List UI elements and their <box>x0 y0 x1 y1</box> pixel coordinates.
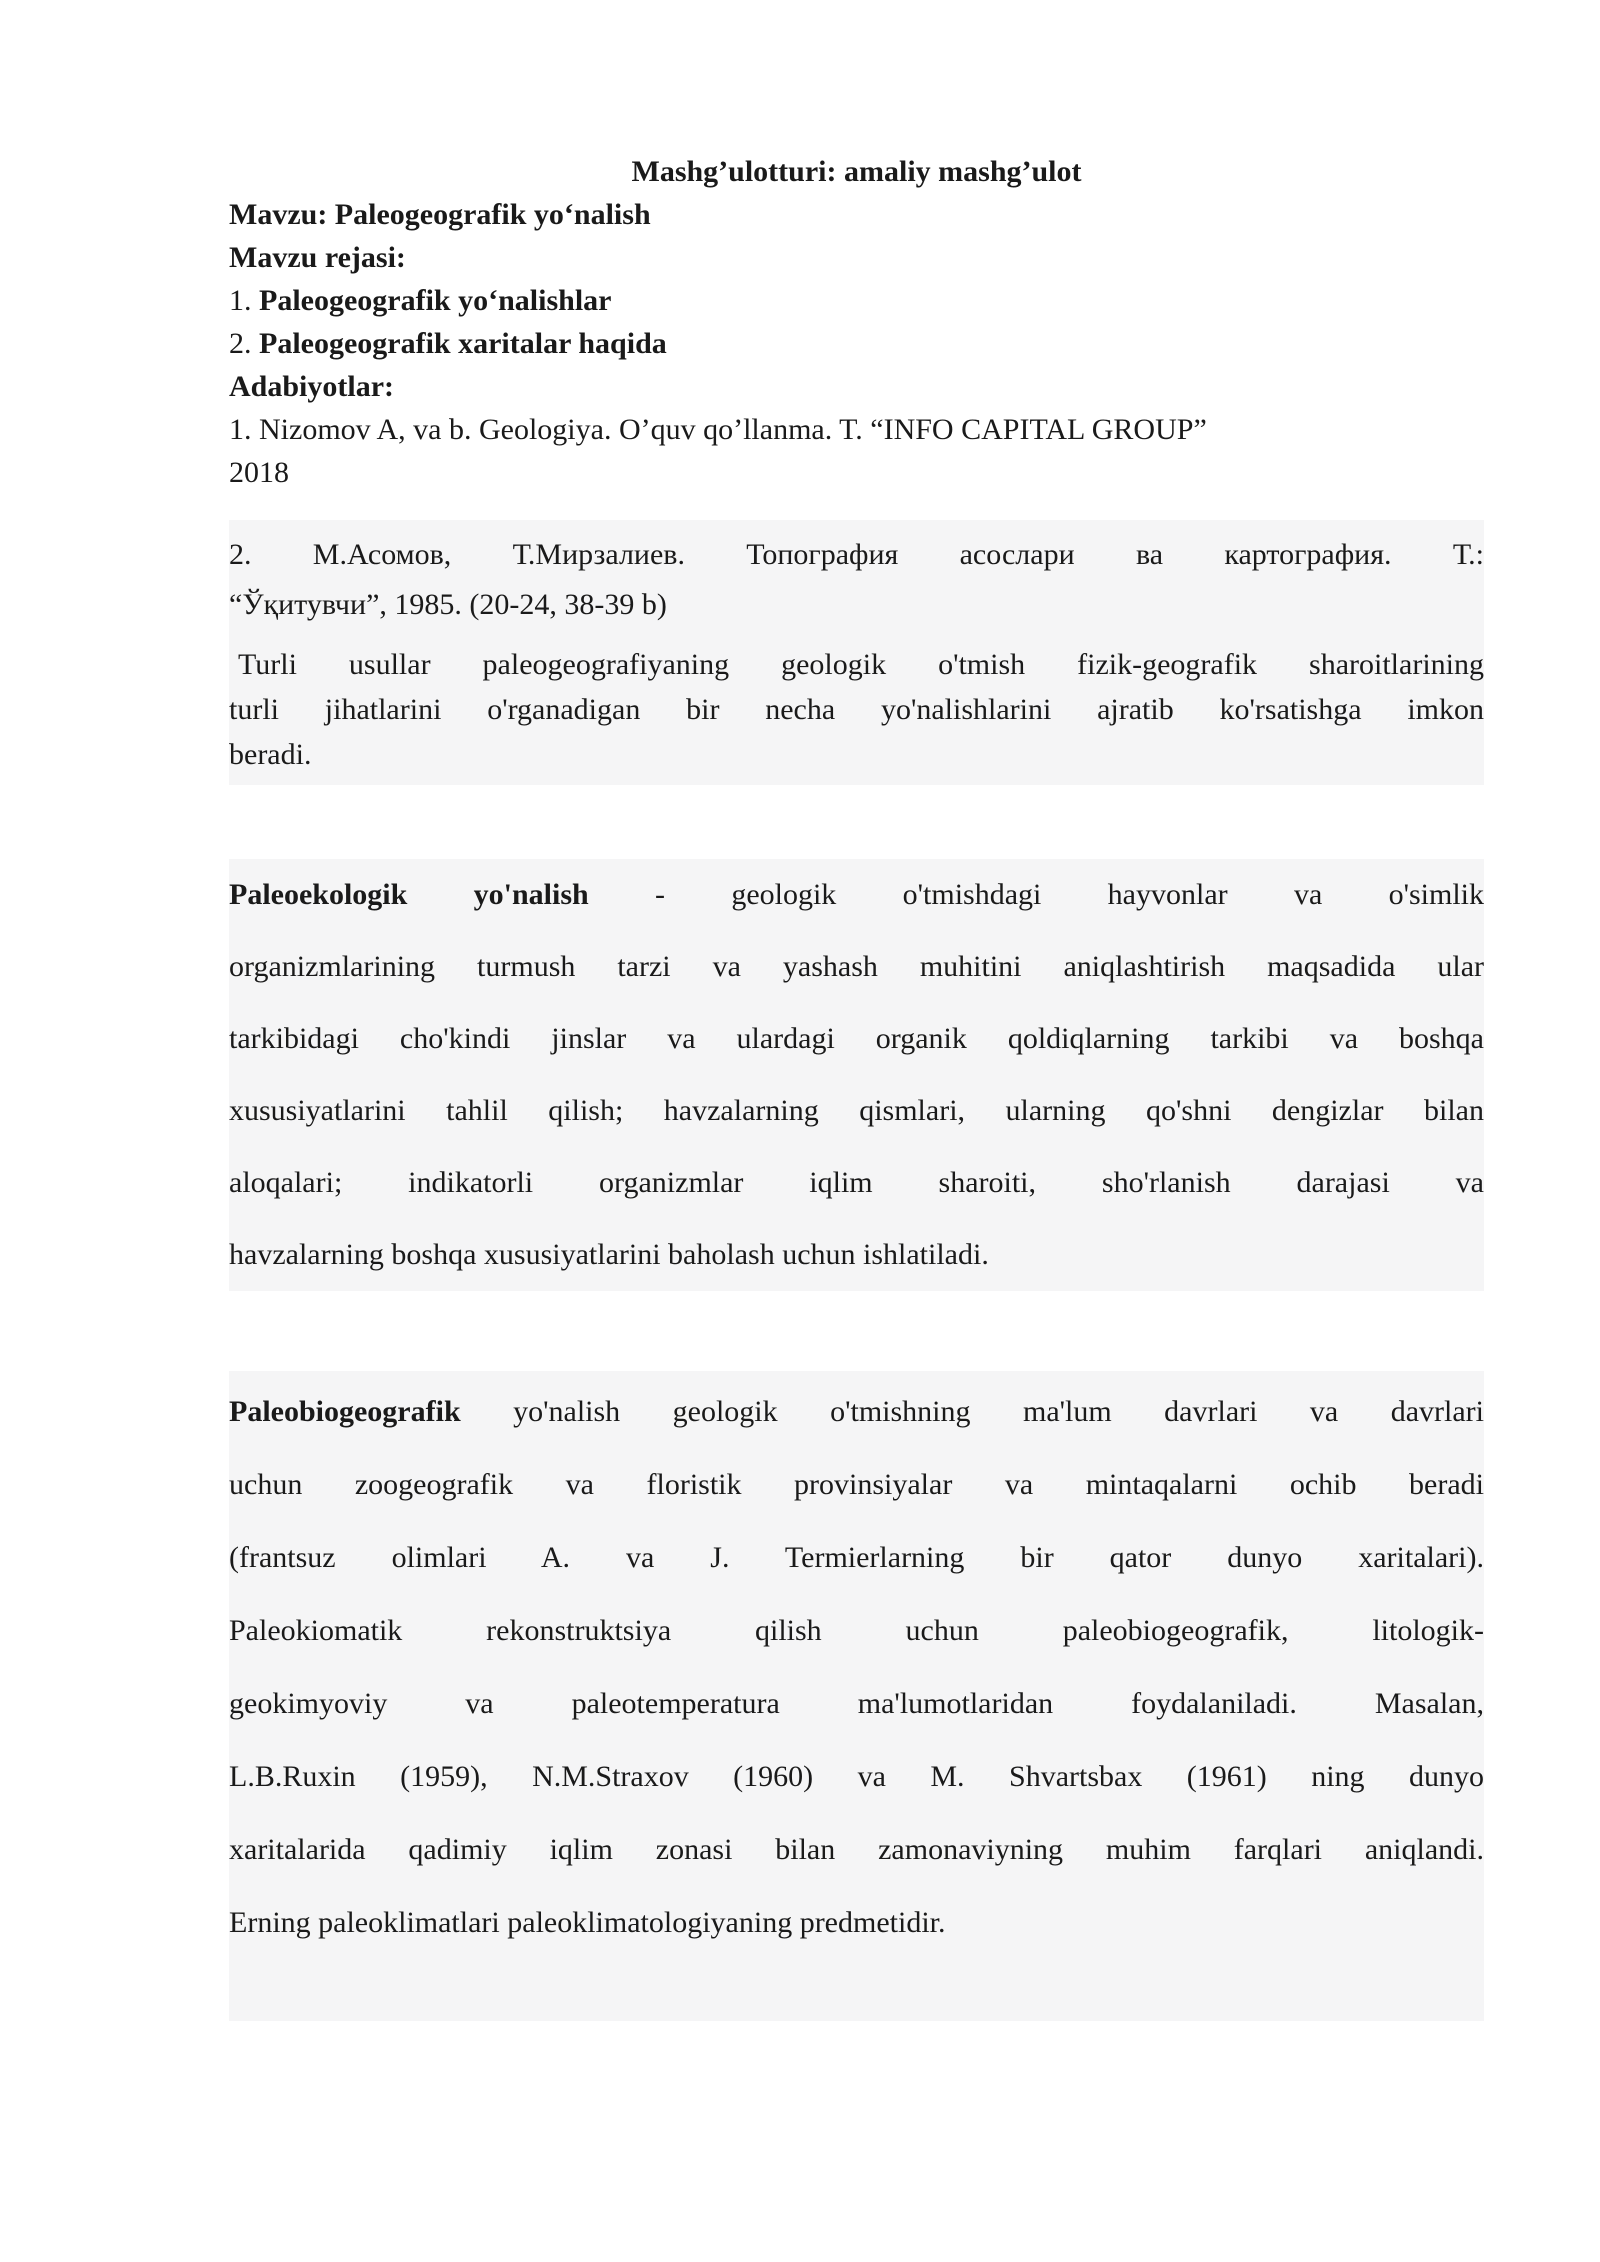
paragraph-line: xususiyatlarini tahlil qilish; havzalarning qismlari, ularning qo'shni dengizlar bilan <box>229 1094 1484 1127</box>
paleoekologik-first-line-rest: - geologik o'tmishdagi hayvonlar va o'simlik <box>588 878 1484 911</box>
paleobiogeografik-first-line <box>229 1375 1484 1448</box>
paragraph-line: uchun zoogeografik va floristik provinsiyalar va mintaqalarni ochib beradi <box>229 1468 1484 1501</box>
reference-2-and-intro-block <box>229 520 1484 785</box>
paragraph-line: organizmlarining turmush tarzi va yashash muhitini aniqlashtirish maqsadida ular <box>229 950 1484 983</box>
plan-heading: Mavzu rejasi: <box>229 241 406 274</box>
topic-line: Mavzu: Paleogeografik yo‘nalish <box>229 198 651 231</box>
reference-2-last-line: “Ўқитувчи”, 1985. (20-24, 38-39 b) <box>229 588 667 621</box>
document-content <box>229 0 1484 2021</box>
paragraph-line: L.B.Ruxin (1959), N.M.Straxov (1960) va M. Shvartsbax (1961) ning dunyo <box>229 1760 1484 1793</box>
intro-paragraph <box>229 642 1484 777</box>
plan-item-2-text: Paleogeografik xaritalar haqida <box>259 327 667 360</box>
intro-last-line: beradi. <box>229 738 312 771</box>
paleobiogeografik-paragraph <box>229 1371 1484 2021</box>
plan-item-2-number: 2. <box>229 327 259 360</box>
reference-1-line-2: 2018 <box>229 456 289 489</box>
paleobiogeografik-first-line-rest: yo'nalish geologik o'tmishning ma'lum davrlari va davrlari <box>460 1395 1484 1428</box>
paleoekologik-lead: Paleoekologik yo'nalish <box>229 878 589 911</box>
reference-2-paragraph <box>229 530 1484 630</box>
reference-2-justified-lines <box>229 530 1484 580</box>
paragraph-line: (frantsuz olimlari A. va J. Termierlarning bir qator dunyo xaritalari). <box>229 1541 1484 1574</box>
reference-1-line-1: 1. Nizomov A, va b. Geologiya. O’quv qo’llanma. T. “INFO CAPITAL GROUP” <box>229 413 1207 446</box>
references-heading: Adabiyotlar: <box>229 370 394 403</box>
plan-item-1 <box>229 279 1484 322</box>
paleobiogeografik-lead: Paleobiogeografik <box>229 1395 461 1428</box>
paragraph-line: geokimyoviy va paleotemperatura ma'lumotlaridan foydalaniladi. Masalan, <box>229 1687 1484 1720</box>
plan-item-2 <box>229 322 1484 365</box>
paragraph-line: turli jihatlarini o'rganadigan bir necha yo'nalishlarini ajratib ko'rsatishga imkon <box>229 693 1484 726</box>
paragraph-line: aloqalari; indikatorli organizmlar iqlim sharoiti, sho'rlanish darajasi va <box>229 1166 1484 1199</box>
paleoekologik-first-line <box>229 859 1484 931</box>
paleobiogeografik-last-line: Erning paleoklimatlari paleoklimatologiyaning predmetidir. <box>229 1906 946 1939</box>
paragraph-line: xaritalarida qadimiy iqlim zonasi bilan zamonaviyning muhim farqlari aniqlandi. <box>229 1833 1484 1866</box>
paleobiogeografik-mid-lines <box>229 1448 1484 1886</box>
plan-item-1-number: 1. <box>229 284 259 317</box>
paleoekologik-last-line: havzalarning boshqa xususiyatlarini baholash uchun ishlatiladi. <box>229 1238 989 1271</box>
paragraph-line: 2. М.Асомов, Т.Мирзалиев. Топография асослари ва картография. Т.: <box>229 538 1484 571</box>
paragraph-line: Paleokiomatik rekonstruktsiya qilish uchun paleobiogeografik, litologik- <box>229 1614 1484 1647</box>
paleoekologik-mid-lines <box>229 931 1484 1219</box>
paragraph-line: tarkibidagi cho'kindi jinslar va ulardagi organik qoldiqlarning tarkibi va boshqa <box>229 1022 1484 1055</box>
intro-justified-lines <box>229 642 1484 732</box>
document-title: Mashg’ulotturi: amaliy mashg’ulot <box>631 155 1082 188</box>
plan-item-1-text: Paleogeografik yo‘nalishlar <box>259 284 612 317</box>
paleoekologik-paragraph <box>229 859 1484 1291</box>
paragraph-line: Turli usullar paleogeografiyaning geologik o'tmish fizik-geografik sharoitlarining <box>238 648 1484 681</box>
